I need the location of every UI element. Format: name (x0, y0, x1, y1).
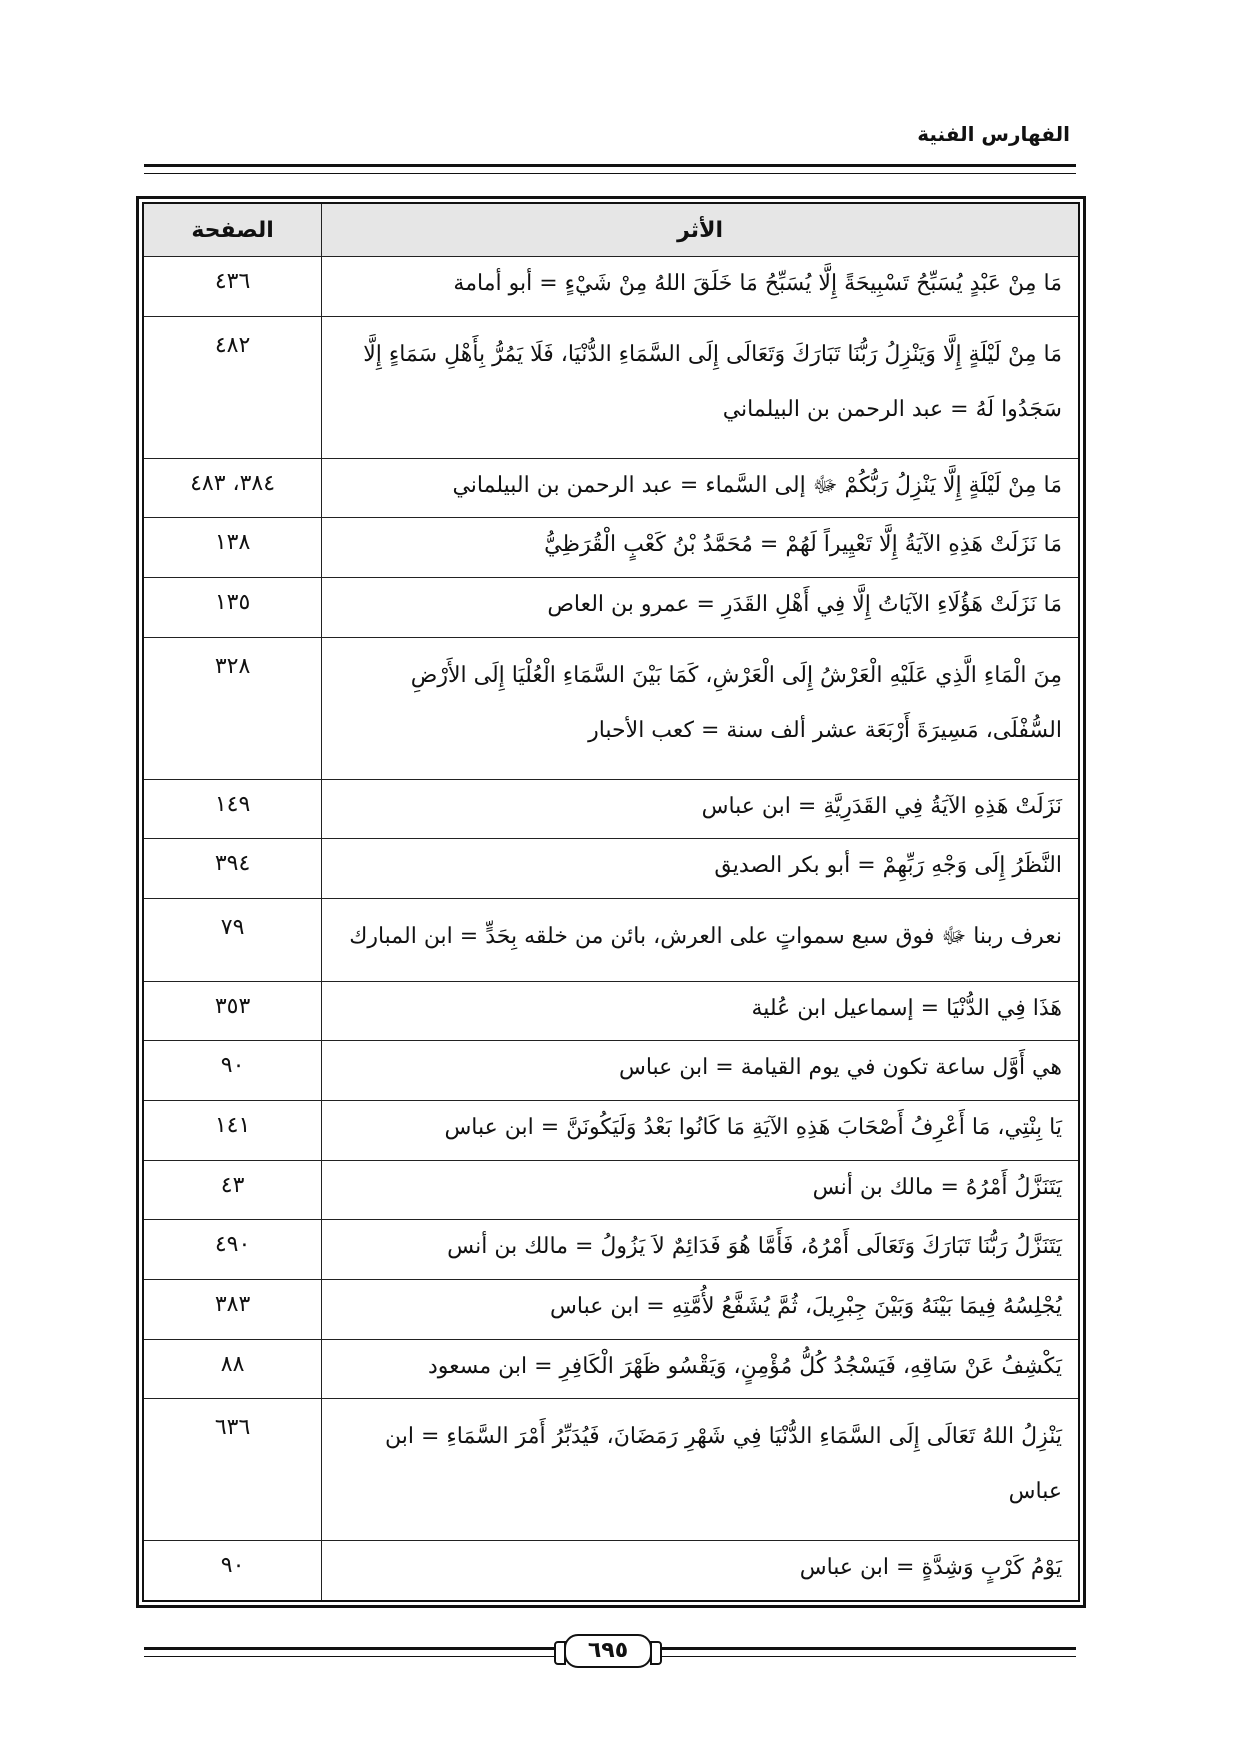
athar-cell: يَوْمُ كَرْبٍ وَشِدَّةٍ = ابن عباس (322, 1541, 1079, 1601)
table-row (143, 518, 1079, 578)
athar-cell: نعرف ربنا ﷻ فوق سبع سمواتٍ على العرش، بائن من خلقه بِحَدٍّ = ابن المبارك (322, 899, 1079, 981)
page-cell: ٣٨٤، ٤٨٣ (143, 458, 322, 518)
page-cell: ٧٩ (143, 899, 322, 981)
page-cell: ٤٨٢ (143, 316, 322, 458)
athar-cell: مِنَ الْمَاءِ الَّذِي عَلَيْهِ الْعَرْشُ إِلَى الْعَرْشِ، كَمَا بَيْنَ السَّمَاءِ الْعُلْيَا إِلَى الأَرْضِ السُّفْلَى، مَسِيرَةَ أَرْبَعَة عشر ألف سنة = كعب الأحبار (322, 637, 1079, 779)
page-cell: ١٣٨ (143, 518, 322, 578)
athar-cell: النَّظَرُ إِلَى وَجْهِ رَبِّهِمْ = أبو بكر الصديق (322, 839, 1079, 899)
table-row (143, 1339, 1079, 1399)
table-row (143, 578, 1079, 638)
page-cell: ٤٣ (143, 1160, 322, 1220)
page-footer (144, 1636, 1076, 1670)
table-row (143, 1399, 1079, 1541)
page-cell: ٤٣٦ (143, 257, 322, 317)
athar-cell: يَا بِنْتِي، مَا أَعْرِفُ أَصْحَابَ هَذِهِ الآيَةِ مَا كَانُوا بَعْدُ وَلَيَكُونَنَّ = ابن عباس (322, 1100, 1079, 1160)
table-row (143, 1041, 1079, 1101)
athar-index-table (142, 202, 1080, 1602)
table-row (143, 839, 1079, 899)
table-row (143, 458, 1079, 518)
table-row (143, 637, 1079, 779)
page-cell: ٨٨ (143, 1339, 322, 1399)
table-row (143, 981, 1079, 1041)
table-row (143, 257, 1079, 317)
table-row (143, 1220, 1079, 1280)
table-row (143, 316, 1079, 458)
page-cell: ١٤٩ (143, 779, 322, 839)
table-row (143, 1279, 1079, 1339)
athar-cell: مَا نَزَلَتْ هَذِهِ الآيَةُ إِلَّا تَعْيِيراً لَهُمْ = مُحَمَّدُ بْنُ كَعْبٍ الْقُرَظِيُّ (322, 518, 1079, 578)
page-cell: ٤٩٠ (143, 1220, 322, 1280)
column-header-page: الصفحة (143, 203, 322, 257)
athar-cell: مَا نَزَلَتْ هَؤُلَاءِ الآيَاتُ إِلَّا فِي أَهْلِ القَدَرِ = عمرو بن العاص (322, 578, 1079, 638)
page-cell: ٣٨٣ (143, 1279, 322, 1339)
page-cell: ٦٣٦ (143, 1399, 322, 1541)
page-cell: ١٣٥ (143, 578, 322, 638)
athar-cell: يَتَنَزَّلُ أَمْرُهُ = مالك بن أنس (322, 1160, 1079, 1220)
table-row (143, 899, 1079, 981)
running-header: الفهارس الفنية (917, 122, 1070, 146)
index-table-frame (136, 196, 1086, 1608)
table-row (143, 1100, 1079, 1160)
table-row (143, 1541, 1079, 1601)
page-cell: ٣٩٤ (143, 839, 322, 899)
athar-cell: يُجْلِسُهُ فِيمَا بَيْنَهُ وَبَيْنَ جِبْرِيلَ، ثُمَّ يُشَفَّعُ لأُمَّتِهِ = ابن عباس (322, 1279, 1079, 1339)
table-row (143, 779, 1079, 839)
header-rule (144, 164, 1076, 174)
column-header-athar: الأثر (322, 203, 1079, 257)
page-cell: ٣٥٣ (143, 981, 322, 1041)
athar-cell: يَكْشِفُ عَنْ سَاقِهِ، فَيَسْجُدُ كُلُّ مُؤْمِنٍ، وَيَقْسُو ظَهْرَ الْكَافِرِ = ابن مسعود (322, 1339, 1079, 1399)
athar-cell: هَذَا فِي الدُّنْيَا = إسماعيل ابن عُلية (322, 981, 1079, 1041)
table-header-row (143, 203, 1079, 257)
athar-cell: يَنْزِلُ اللهُ تَعَالَى إِلَى السَّمَاءِ الدُّنْيَا فِي شَهْرِ رَمَضَانَ، فَيُدَبِّرُ أَمْرَ السَّمَاءِ = ابن عباس (322, 1399, 1079, 1541)
page-cell: ١٤١ (143, 1100, 322, 1160)
athar-cell: مَا مِنْ عَبْدٍ يُسَبِّحُ تَسْبِيحَةً إِلَّا يُسَبِّحُ مَا خَلَقَ اللهُ مِنْ شَيْءٍ = أبو أمامة (322, 257, 1079, 317)
athar-cell: مَا مِنْ لَيْلَةٍ إِلَّا وَيَنْزِلُ رَبُّنَا تَبَارَكَ وَتَعَالَى إِلَى السَّمَاءِ الدُّنْيَا، فَلَا يَمُرُّ بِأَهْلِ سَمَاءٍ إِلَّا سَجَدُوا لَهُ = عبد الرحمن بن البيلماني (322, 316, 1079, 458)
athar-cell: نَزَلَتْ هَذِهِ الآيَةُ فِي القَدَرِيَّةِ = ابن عباس (322, 779, 1079, 839)
table-row (143, 1160, 1079, 1220)
page-cell: ٣٢٨ (143, 637, 322, 779)
athar-cell: مَا مِنْ لَيْلَةٍ إِلَّا يَنْزِلُ رَبُّكُمْ ﷻ إلى السَّماء = عبد الرحمن بن البيلماني (322, 458, 1079, 518)
page-cell: ٩٠ (143, 1541, 322, 1601)
athar-cell: هي أَوَّل ساعة تكون في يوم القيامة = ابن عباس (322, 1041, 1079, 1101)
athar-cell: يَتَنَزَّلُ رَبُّنَا تَبَارَكَ وَتَعَالَى أَمْرُهُ، فَأَمَّا هُوَ فَدَائِمٌ لاَ يَزُولُ = مالك بن أنس (322, 1220, 1079, 1280)
page-cell: ٩٠ (143, 1041, 322, 1101)
page-number: ٦٩٥ (564, 1634, 652, 1668)
